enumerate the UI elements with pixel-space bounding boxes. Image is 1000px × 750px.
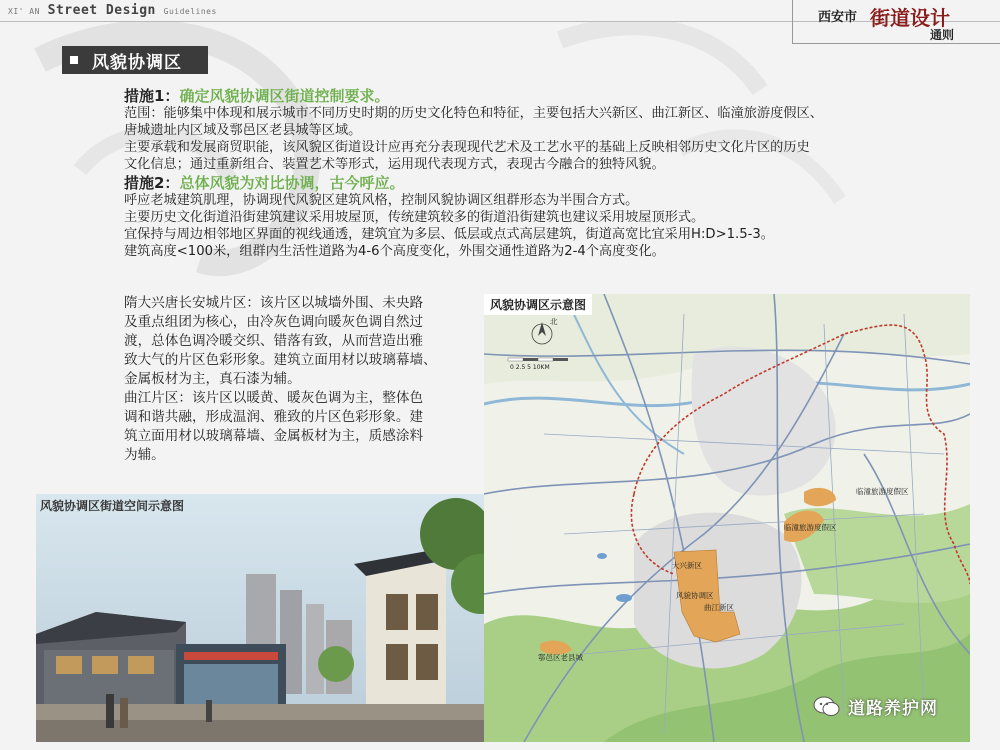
- banner-small-1: XI' AN: [8, 7, 40, 16]
- measure-1-title: 确定风貌协调区街道控制要求。: [179, 87, 390, 105]
- measure-2-label: 措施2：: [124, 174, 180, 192]
- section-title: 风貌协调区: [92, 52, 182, 73]
- map-title: 风貌协调区示意图: [484, 294, 592, 315]
- watermark-text: 道路养护网: [848, 699, 938, 719]
- district-description: [124, 294, 484, 465]
- description-line: 筑立面用材以玻璃幕墙、金属板材为主，质感涂料: [124, 428, 424, 444]
- measure-2-title: 总体风貌为对比协调，古今呼应。: [179, 174, 405, 192]
- measure-1-line: 主要承载和发展商贸职能，该风貌区街道设计应再充分表现现代艺术及工艺水平的基础上反映相邻历史文化片区的历史: [124, 140, 810, 155]
- description-line: 调和谐共融，形成温润、雅致的片区色彩形象。建: [124, 409, 424, 425]
- brand-title: 街道设计: [870, 6, 950, 30]
- section-header: [62, 46, 208, 74]
- description-line: 致大气的片区色彩形象。建筑立面用材以玻璃幕墙、: [124, 352, 437, 368]
- measures-block: [124, 88, 964, 260]
- brand-block: [792, 0, 1000, 44]
- map-label-coordination: 风貌协调区: [676, 591, 714, 600]
- guideline-banner: [8, 3, 217, 18]
- map-label-lintong-scenic: 临潼旅游度假区: [784, 523, 837, 532]
- map-label-lintong-resort: 临潼旅游度假区: [856, 487, 909, 496]
- description-line: 金属板材为主，真石漆为辅。: [124, 371, 301, 387]
- measure-2-line: 宜保持与周边相邻地区界面的视线通透，建筑宜为多层、低层或点式高层建筑，街道高宽比宜采用H:D>1.5-3。: [124, 227, 774, 242]
- brand-city: 西安市: [818, 10, 858, 25]
- banner-small-2: Guidelines: [163, 7, 217, 16]
- description-line: 为辅。: [124, 447, 165, 463]
- measure-1-heading: [124, 88, 964, 105]
- measure-2-line: 建筑高度<100米，组群内生活性道路为4-6个高度变化，外围交通性道路为2-4个高度变化。: [124, 244, 665, 259]
- coordination-zone-map: [484, 294, 970, 742]
- wechat-icon: [812, 695, 842, 719]
- measure-1-line: 唐城遗址内区域及鄠邑区老县城等区域。: [124, 123, 362, 138]
- street-rendering-image: [36, 494, 486, 742]
- map-label-qujiang: 曲江新区: [704, 603, 734, 612]
- map-label-daxing: 大兴新区: [672, 561, 702, 570]
- measure-1-line: 范围：能够集中体现和展示城市不同历史时期的历史文化特色和特征，主要包括大兴新区、曲江新区、临潼旅游度假区、: [124, 106, 823, 121]
- square-bullet-icon: [70, 56, 78, 64]
- measure-1-label: 措施1：: [124, 87, 180, 105]
- rendering-illustration: [36, 494, 486, 742]
- scale-bar-label: 0 2.5 5 10KM: [510, 364, 550, 371]
- banner-title: Street Design: [47, 3, 156, 18]
- description-line: 渡，总体色调冷暖交织、错落有致，从而营造出雅: [124, 333, 424, 349]
- measure-2-heading: [124, 175, 964, 192]
- measure-2-line: 主要历史文化街道沿街建筑建议采用坡屋顶，传统建筑较多的街道沿街建筑也建议采用坡屋顶形式。: [124, 210, 705, 225]
- brand-subtitle: 通则: [930, 28, 955, 42]
- watermark: [812, 694, 938, 719]
- map-label-huyi: 鄠邑区老县城: [538, 653, 583, 662]
- description-line: 隋大兴唐长安城片区：该片区以城墙外围、未央路: [124, 295, 424, 311]
- measure-2-line: 呼应老城建筑肌理，协调现代风貌区建筑风格，控制风貌协调区组群形态为半围合方式。: [124, 193, 639, 208]
- map-illustration: [484, 294, 970, 742]
- north-label: 北: [550, 317, 558, 326]
- rendering-title: 风貌协调区街道空间示意图: [40, 499, 185, 513]
- description-line: 曲江片区：该片区以暖黄、暖灰色调为主，整体色: [124, 390, 424, 406]
- measure-1-line: 文化信息；通过重新组合、装置艺术等形式，运用现代表现方式，表现古今融合的独特风貌。: [124, 157, 665, 172]
- description-line: 及重点组团为核心，由冷灰色调向暖灰色调自然过: [124, 314, 424, 330]
